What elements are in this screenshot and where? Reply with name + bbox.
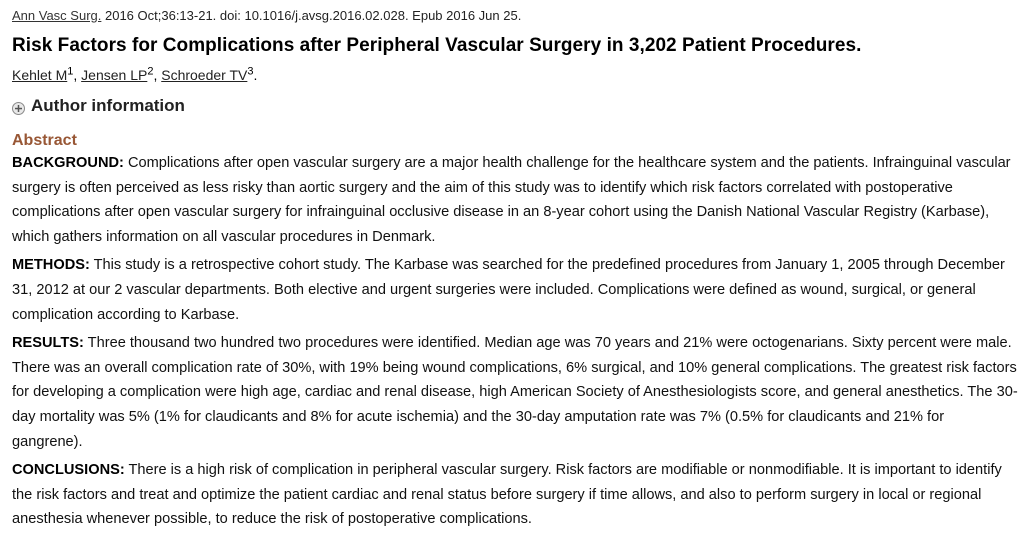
results-label: RESULTS: <box>12 335 84 352</box>
citation-line <box>12 6 1018 26</box>
author-affiliation-number: 2 <box>147 65 154 78</box>
author-information-toggle[interactable] <box>12 95 1018 117</box>
article-title: Risk Factors for Complications after Peripheral Vascular Surgery in 3,202 Patient Procedures. <box>12 35 862 56</box>
background-section <box>12 151 1018 249</box>
background-label: BACKGROUND: <box>12 155 124 171</box>
author-link[interactable]: Schroeder TV <box>161 67 248 83</box>
author-affiliation-number: 1 <box>67 65 74 78</box>
conclusions-section <box>12 458 1018 532</box>
author-link[interactable]: Kehlet M <box>12 67 68 83</box>
abstract-heading: Abstract <box>12 132 77 149</box>
results-text: Three thousand two hundred two procedures were identified. Median age was 70 years and 21% were octogenarians. Sixty percent were male. There was an overall complication rate of 30%, with 19% being wound complications, 6% surgical, and 10% general complications. The greatest risk factors for developing a complication were high age, cardiac and renal disease, high American Society of Anesthesiologists score, and general anesthetics. The 30-day mortality was 5% (1% for claudicants and 8% for acute ischemia) and the 30-day amputation rate was 7% (0.5% for claudicants and 21% for gangrene). <box>12 335 1018 450</box>
background-text: Complications after open vascular surgery are a major health challenge for the healthcare system and the patients. Infrainguinal vascular surgery is often perceived as less risky than aortic surgery and the aim of this study was to identify which risk factors correlated with postoperative complications after open vascular surgery for infrainguinal occlusive disease in an 8-year cohort using the Danish National Vascular Registry (Karbase), which gathers information on all vascular procedures in Denmark. <box>12 155 1011 245</box>
methods-text: This study is a retrospective cohort study. The Karbase was searched for the predefined procedures from January 1, 2005 through December 31, 2012 at our 2 vascular departments. Both elective and urgent surgeries were included. Complications were defined as wound, surgical, or general complication according to Karbase. <box>12 257 1005 323</box>
journal-link[interactable]: Ann Vasc Surg. <box>12 8 102 23</box>
abstract-page <box>12 6 1018 532</box>
methods-section <box>12 253 1018 327</box>
conclusions-label: CONCLUSIONS: <box>12 462 125 479</box>
methods-label: METHODS: <box>12 257 90 274</box>
author-list: Kehlet $M^1$, Jensen $LP^2$, Schroeder $TV^3$. <box>12 65 258 83</box>
author-affiliation-number: 3 <box>247 65 254 78</box>
plus-circle-icon[interactable] <box>12 99 25 112</box>
author-link[interactable]: Jensen LP <box>81 67 148 83</box>
author-information-label: Author information <box>31 96 185 115</box>
conclusions-text: There is a high risk of complication in peripheral vascular surgery. Risk factors are modifiable or nonmodifiable. It is important to identify the risk factors and treat and optimize the patient cardiac and renal status before surgery if time allows, and also to perform surgery in local or regional anesthesia whenever possible, to reduce the risk of postoperative complications. <box>12 462 1002 528</box>
citation-details: 2016 Oct;36:13-21. doi: 10.1016/j.avsg.2016.02.028. Epub 2016 Jun 25. <box>101 8 522 23</box>
results-section <box>12 331 1018 454</box>
